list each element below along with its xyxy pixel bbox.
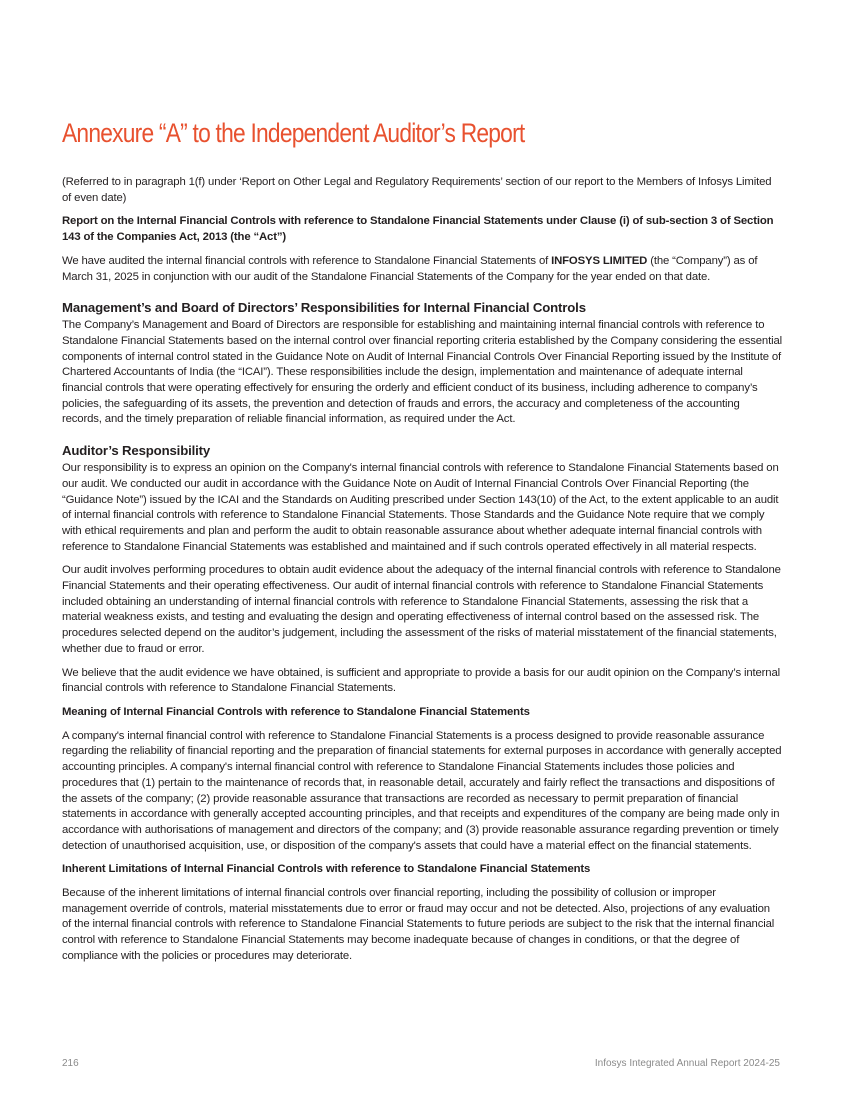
management-responsibilities-heading: Management’s and Board of Directors’ Responsibilities for Internal Financial Controls	[62, 300, 586, 316]
report-body	[62, 175, 782, 973]
management-responsibilities-paragraph: The Company’s Management and Board of Directors are responsible for establishing and maintaining internal financial controls with reference to Standalone Financial Statements based on the internal control over financial reporting criteria established by the Company considering the essential components of internal control stated in the Guidance Note on Audit of Internal Financial Controls Over Financial Reporting issued by the Institute of Chartered Accountants of India (the “ICAI”). These responsibilities include the design, implementation and maintenance of adequate internal financial controls that were operating effectively for ensuring the orderly and efficient conduct of its business, including adherence to company’s policies, the safeguarding of its assets, the prevention and detection of frauds and errors, the accuracy and completeness of the accounting records, and the timely preparation of reliable financial information, as required under the Act.	[62, 319, 782, 426]
page-title: Annexure “A” to the Independent Auditor’s Report	[62, 118, 525, 148]
auditor-responsibility-heading: Auditor’s Responsibility	[62, 443, 211, 459]
limitations-heading: Inherent Limitations of Internal Financial Controls with reference to Standalone Financial Statements	[62, 863, 591, 876]
limitations-paragraph: Because of the inherent limitations of internal financial controls over financial reporting, including the possibility of collusion or improper management override of controls, material misstatements due to error or fraud may occur and not be detected. Also, projections of any evaluation of the internal financial controls with reference to Standalone Financial Statements to future periods are subject to the risk that the internal financial control with reference to Standalone Financial Statements may become inadequate because of changes in conditions, or that the degree of compliance with the policies or procedures may deteriorate.	[62, 887, 775, 962]
audit-statement	[62, 254, 782, 285]
company-name: INFOSYS LIMITED	[551, 254, 648, 267]
meaning-paragraph: A company's internal financial control with reference to Standalone Financial Statements is a process designed to provide reasonable assurance regarding the reliability of financial reporting and the preparation of financial statements for external purposes in accordance with generally accepted accounting principles. A company's internal financial control with reference to Standalone Financial Statements includes those policies and procedures that (1) pertain to the maintenance of records that, in reasonable detail, accurately and fairly reflect the transactions and dispositions of the assets of the company; (2) provide reasonable assurance that transactions are recorded as necessary to permit preparation of financial statements in accordance with generally accepted accounting principles, and that receipts and expenditures of the company are being made only in accordance with authorisations of management and directors of the company; and (3) provide reasonable assurance regarding prevention or timely detection of unauthorised acquisition, use, or disposition of the company's assets that could have a material effect on the financial statements.	[62, 729, 782, 852]
page-number: 216	[62, 1058, 79, 1069]
audit-statement-part2: (the “Company”) as of March 31, 2025 in conjunction with our audit of the Standalone Financial Statements of the Company for the year ended on that date.	[62, 254, 758, 283]
auditor-responsibility-paragraph-2: Our audit involves performing procedures to obtain audit evidence about the adequacy of the internal financial controls with reference to Standalone Financial Statements and their operating effectiveness. Our audit of internal financial controls with reference to Standalone Financial Statements included obtaining an understanding of internal financial controls with reference to Standalone Financial Statements, assessing the risk that a material weakness exists, and testing and evaluating the design and operating effectiveness of internal control based on the assessed risk. The procedures selected depend on the auditor’s judgement, including the assessment of the risks of material misstatement of the financial statements, whether due to fraud or error.	[62, 564, 781, 655]
audit-statement-part1: We have audited the internal financial controls with reference to Standalone Financial Statements of	[62, 254, 552, 267]
publication-title: Infosys Integrated Annual Report 2024-25	[594, 1058, 780, 1069]
meaning-heading: Meaning of Internal Financial Controls with reference to Standalone Financial Statements	[62, 705, 530, 718]
report-heading: Report on the Internal Financial Controls with reference to Standalone Financial Statements under Clause (i) of sub-section 3 of Section 143 of the Companies Act, 2013 (the “Act”)	[62, 215, 774, 244]
auditor-responsibility-paragraph-3: We believe that the audit evidence we have obtained, is sufficient and appropriate to provide a basis for our audit opinion on the Company’s internal financial controls with reference to Standalone Financial Statements.	[62, 666, 780, 695]
auditor-responsibility-paragraph-1: Our responsibility is to express an opinion on the Company's internal financial controls with reference to Standalone Financial Statements based on our audit. We conducted our audit in accordance with the Guidance Note on Audit of Internal Financial Controls Over Financial Reporting (the “Guidance Note”) issued by the ICAI and the Standards on Auditing prescribed under Section 143(10) of the Act, to the extent applicable to an audit of internal financial controls with reference to Standalone Financial Statements. Those Standards and the Guidance Note require that we comply with ethical requirements and plan and perform the audit to obtain reasonable assurance about whether adequate internal financial controls with reference to Standalone Financial Statements was established and maintained and if such controls operated effectively in all material respects.	[62, 462, 779, 553]
reference-note: (Referred to in paragraph 1(f) under ‘Report on Other Legal and Regulatory Requirements’ section of our report to the Members of Infosys Limited of even date)	[62, 176, 772, 204]
